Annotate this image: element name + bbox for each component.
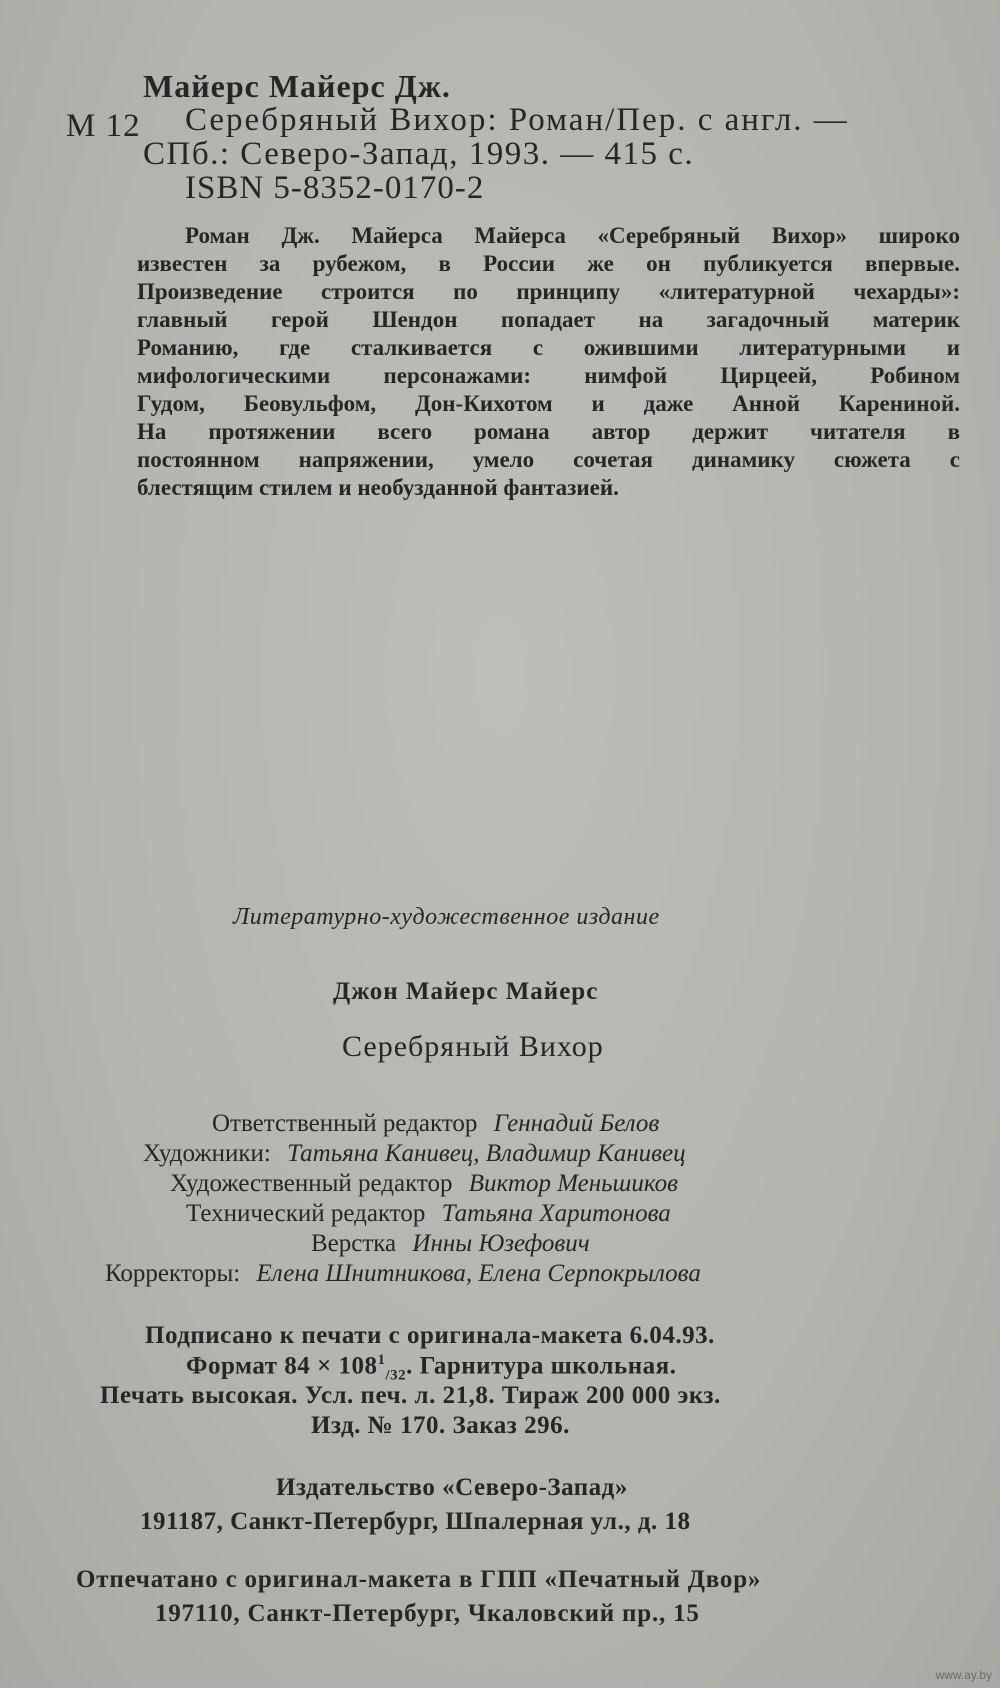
format-prefix: Формат 84 × 108 bbox=[186, 1352, 378, 1380]
imprint-format bbox=[186, 1352, 676, 1384]
credit-role: Верстка bbox=[311, 1230, 397, 1257]
isbn: ISBN 5-8352-0170-2 bbox=[185, 170, 485, 206]
publisher-address: 191187, Санкт-Петербург, Шпалерная ул., д. 18 bbox=[140, 1508, 691, 1535]
author-heading: Майерс Майерс Дж. bbox=[143, 68, 451, 104]
book-title: Серебряный Вихор bbox=[342, 1030, 604, 1063]
imprint-signed: Подписано к печати с оригинала-макета 6.04.93. bbox=[145, 1322, 715, 1349]
credit-name: Татьяна Канивец, Владимир Канивец bbox=[287, 1140, 686, 1167]
credit-proofreaders bbox=[105, 1260, 701, 1288]
credit-role: Художественный редактор bbox=[170, 1170, 453, 1197]
annotation-line: постоянном напряжении, умело сочетая динамику сюжета с bbox=[137, 447, 960, 472]
bibliographic-title: Серебряный Вихор: Роман/Пер. с англ. — bbox=[185, 102, 849, 138]
annotation-line: блестящим стилем и необузданной фантазией. bbox=[137, 475, 619, 500]
credit-art-editor bbox=[170, 1170, 678, 1198]
credit-name: Татьяна Харитонова bbox=[441, 1200, 671, 1227]
credit-name: Виктор Меньшиков bbox=[468, 1170, 679, 1197]
credit-role: Корректоры: bbox=[105, 1260, 241, 1287]
author-full-name: Джон Майерс Майерс bbox=[333, 978, 599, 1005]
annotation-line: Роман Дж. Майерса Майерса «Серебряный Вихор» широко bbox=[185, 223, 960, 248]
format-sup: 1 bbox=[377, 1352, 386, 1368]
annotation-line: главный герой Шендон попадает на загадочный материк bbox=[137, 307, 960, 332]
imprint-order: Изд. № 170. Заказ 296. bbox=[311, 1412, 570, 1439]
credit-technical-editor bbox=[186, 1200, 671, 1228]
annotation-line: известен за рубежом, в России же он публикуется впервые. bbox=[137, 251, 960, 276]
credit-role: Технический редактор bbox=[186, 1200, 426, 1227]
annotation-line: Гудом, Беовульфом, Дон-Кихотом и даже Анной Карениной. bbox=[137, 391, 960, 416]
printer-address: 197110, Санкт-Петербург, Чкаловский пр., 15 bbox=[155, 1600, 700, 1627]
credit-role: Художники: bbox=[143, 1140, 271, 1167]
annotation-line: Произведение строится по принципу «литературной чехарды»: bbox=[137, 279, 960, 304]
credit-name: Инны Юзефович bbox=[412, 1230, 590, 1257]
credit-layout bbox=[311, 1230, 590, 1258]
edition-type: Литературно-художественное издание bbox=[233, 904, 660, 930]
publisher-name: Издательство «Северо-Запад» bbox=[276, 1474, 628, 1501]
bibliographic-publisher: СПб.: Северо-Запад, 1993. — 415 с. bbox=[143, 136, 695, 172]
annotation-line: мифологическими персонажами: нимфой Цирцеей, Робином bbox=[137, 363, 960, 388]
credit-role: Ответственный редактор bbox=[212, 1110, 478, 1137]
credit-name: Геннадий Белов bbox=[493, 1110, 660, 1137]
credit-name: Елена Шнитникова, Елена Серпокрылова bbox=[256, 1260, 701, 1287]
format-suffix: . Гарнитура школьная. bbox=[406, 1352, 677, 1380]
credit-artists bbox=[143, 1140, 686, 1168]
library-code: М 12 bbox=[66, 108, 141, 144]
annotation-line: На протяжении всего романа автор держит читателя в bbox=[137, 419, 960, 444]
watermark-text: www.ay.by bbox=[935, 1668, 992, 1682]
printer-line: Отпечатано с оригинал-макета в ГПП «Печатный Двор» bbox=[76, 1566, 762, 1593]
imprint-print: Печать высокая. Усл. печ. л. 21,8. Тираж 200 000 экз. bbox=[100, 1382, 721, 1409]
credit-responsible-editor bbox=[212, 1110, 659, 1138]
format-sub: /32 bbox=[385, 1367, 407, 1384]
annotation-line: Романию, где сталкивается с ожившими литературными и bbox=[137, 335, 960, 360]
